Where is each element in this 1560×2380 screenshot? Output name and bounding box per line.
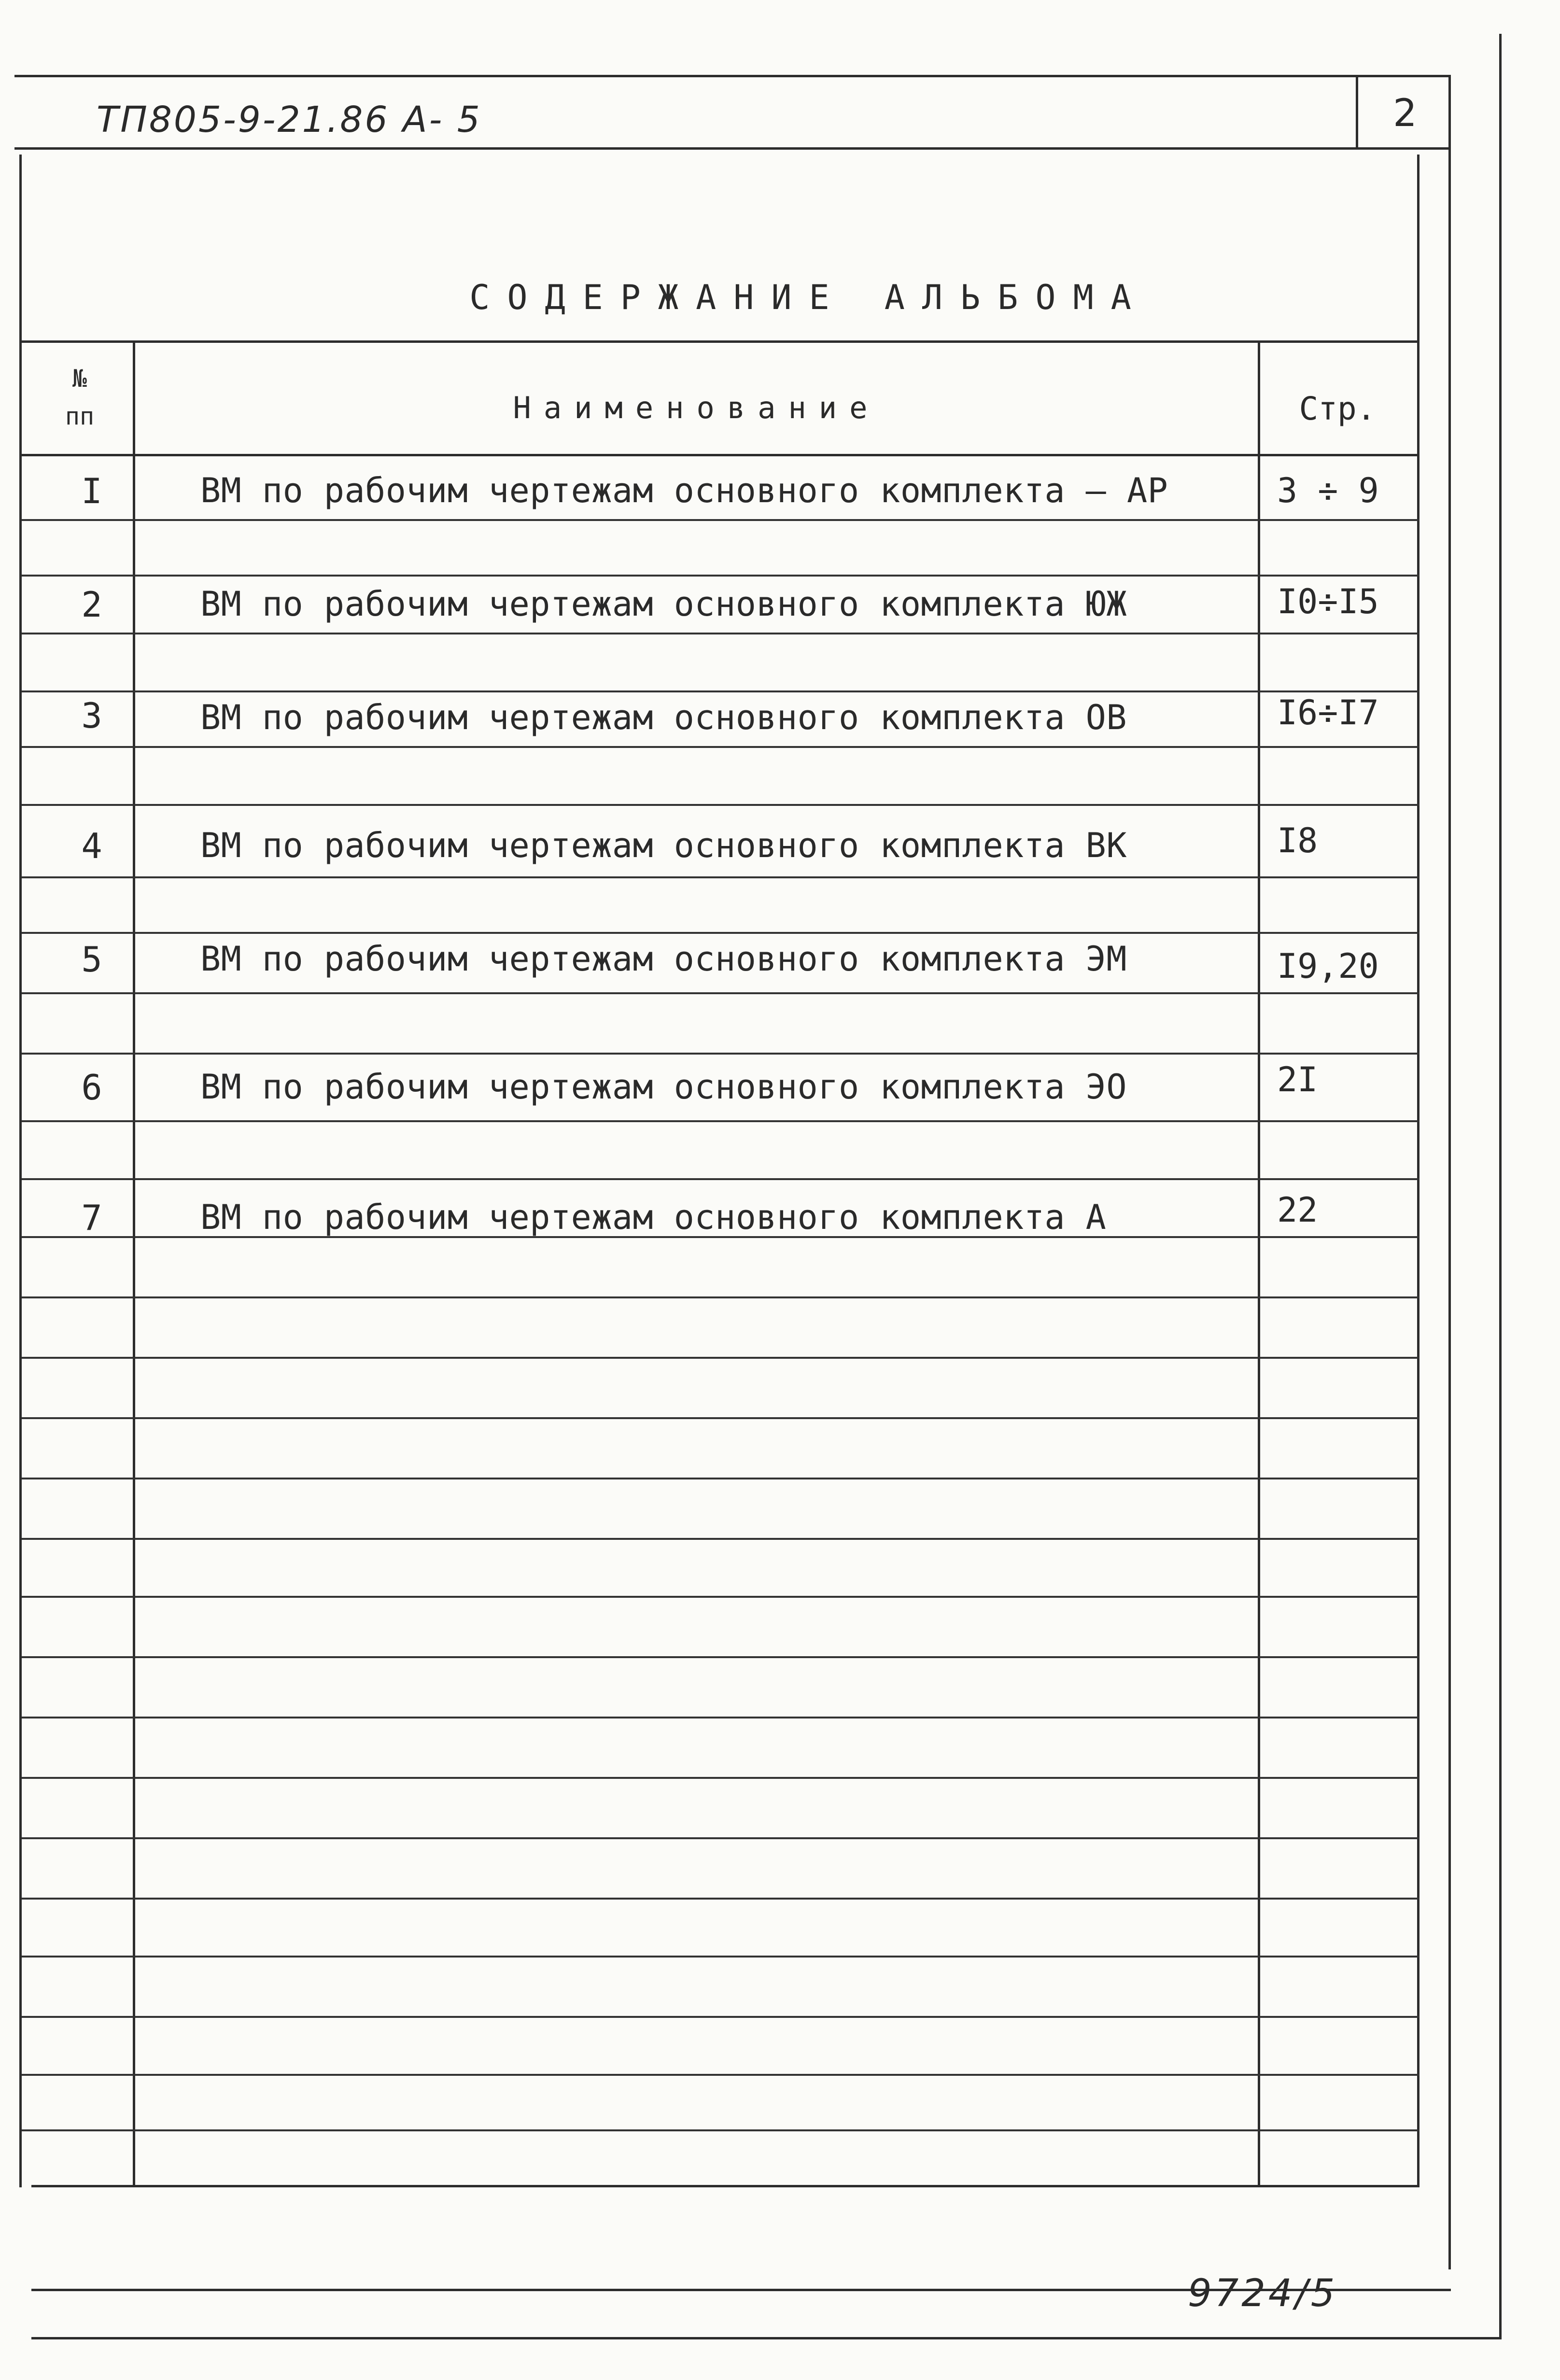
sheet-no-divider [1356,75,1358,147]
entry-page: I6÷I7 [1277,693,1379,732]
table-row-line [22,1120,1419,1122]
entry-number: I [81,471,102,511]
table-row-line [22,746,1419,748]
entry-name: ВМ по рабочим чертежам основного комплекта – АР [200,471,1168,510]
entry-number: 2 [81,584,102,625]
entry-number: 4 [81,826,102,866]
column-header-name: Наименование [513,390,880,425]
entry-page: I8 [1277,821,1318,860]
entry-number: 5 [81,939,102,980]
table-row-line [22,2129,1419,2131]
table-row-line [22,1538,1419,1540]
frame-top-line [14,75,1451,77]
table-row-line [22,2074,1419,2076]
page-bottom-line [31,2337,1499,2339]
table-row-line [22,633,1419,634]
table-row-line [22,1656,1419,1658]
entry-number: 7 [81,1197,102,1238]
entry-name: ВМ по рабочим чертежам основного комплекта ВК [200,826,1127,865]
table-row-line [22,992,1419,994]
table-row-line [22,876,1419,878]
table-row-line [22,1898,1419,1900]
signature-handwritten-number: 9724/5 [1188,2272,1338,2315]
table-row-line [22,575,1419,577]
entry-page: I0÷I5 [1277,582,1379,621]
entry-name: ВМ по рабочим чертежам основного комплекта ЭО [200,1067,1127,1107]
header-row-bottom-line [19,454,1419,456]
entry-number: 6 [81,1067,102,1108]
table-row-line [22,804,1419,806]
table-right-border [1417,155,1419,2187]
table-bottom-border [31,2185,1419,2187]
column-header-number: № пп [65,365,95,430]
table-row-line [22,1053,1419,1055]
table-row-line [22,1717,1419,1718]
table-row-line [22,1596,1419,1598]
entry-page: 3 ÷ 9 [1277,471,1379,510]
entry-page: 2I [1277,1060,1318,1099]
table-row-line [22,1417,1419,1419]
entry-name: ВМ по рабочим чертежам основного комплекта ЮЖ [200,584,1127,624]
table-row-line [22,2016,1419,2018]
entry-page: 22 [1277,1190,1318,1230]
frame-right-line [1448,75,1451,2269]
header-bottom-line [14,147,1451,150]
table-left-border [19,155,22,2187]
table-row-line [22,1837,1419,1839]
page-right-edge [1499,34,1502,2339]
page-title: СОДЕРЖАНИЕ АЛЬБОМА [469,278,1149,317]
table-row-line [22,1357,1419,1359]
column-header-page: Стр. [1299,390,1376,427]
table-row-line [22,1478,1419,1479]
table-row-line [22,1956,1419,1958]
entry-name: ВМ по рабочим чертежам основного комплекта ЭМ [200,939,1127,979]
entry-name: ВМ по рабочим чертежам основного комплекта А [200,1197,1107,1237]
table-row-line [22,1296,1419,1298]
sheet-number: 2 [1393,92,1417,135]
document-code: ТП805-9-21.86 А- 5 [97,99,482,141]
table-row-line [22,519,1419,521]
table-row-line [22,932,1419,934]
table-row-line [22,1178,1419,1180]
entry-page: I9,20 [1277,946,1379,986]
entry-name: ВМ по рабочим чертежам основного комплекта ОВ [200,698,1127,737]
entry-number: 3 [81,695,102,736]
table-row-line [22,1777,1419,1779]
table-row-line [22,690,1419,692]
title-bottom-line [19,340,1419,343]
